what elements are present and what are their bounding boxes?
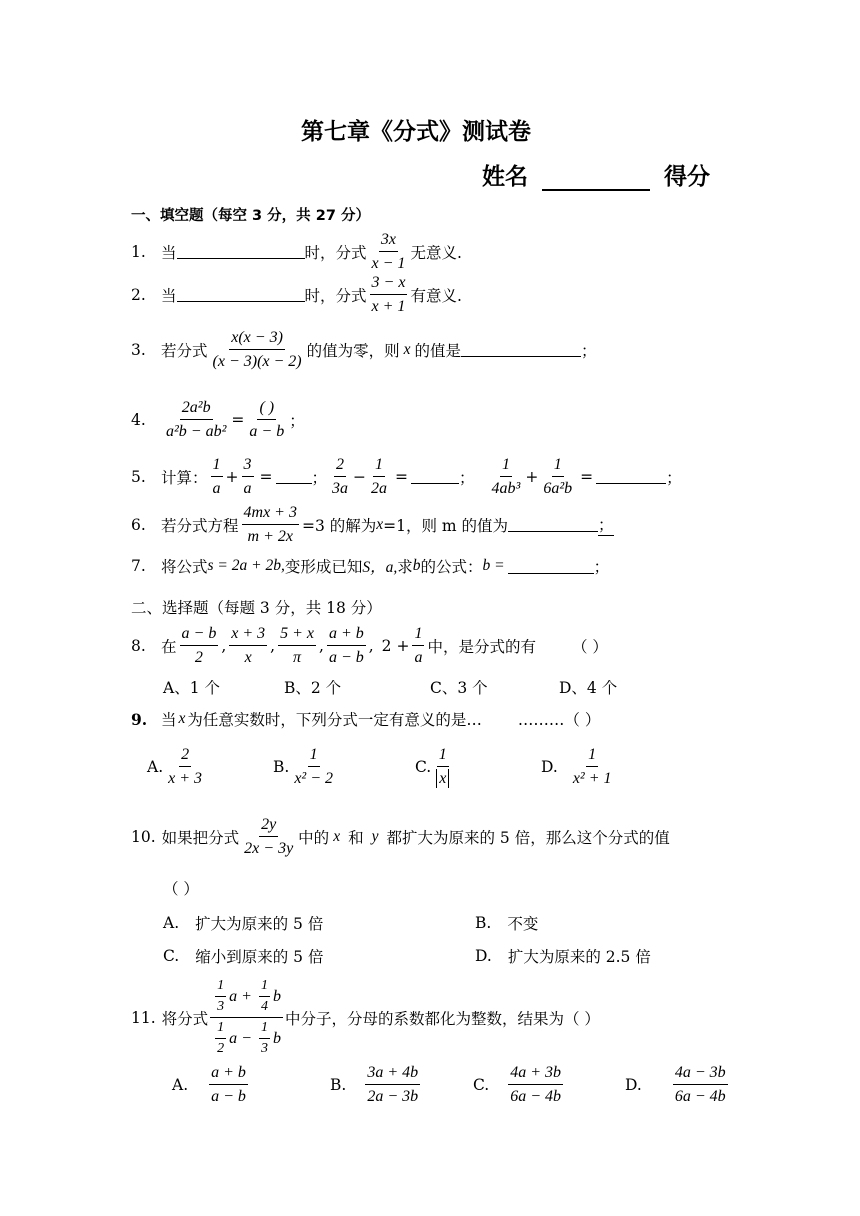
question-8: 8. 在 $\frac{a - b}{2}$ , $\frac{x + 3}{x}$ , $\frac{5 + x}{\pi}$ , $\frac{a + b}{a - b}$ , 2 + $\frac{1}{a}$ 中，是分式的有 （ ） [131, 625, 608, 666]
question-number: 2. [131, 285, 146, 304]
answer-blank[interactable] [411, 469, 459, 484]
option-c[interactable]: C. $\frac{1}{x}$ [415, 745, 541, 788]
answer-blank[interactable] [177, 244, 305, 259]
name-blank[interactable] [542, 167, 650, 191]
fraction: $\frac{1}{2a}$ [371, 456, 388, 497]
option-b[interactable]: B. $\frac{3a + 4b}{2a - 3b}$ [330, 1064, 419, 1105]
answer-blank[interactable] [276, 469, 312, 484]
fraction: $\frac{x + 3}{x}$ [231, 625, 266, 666]
question-3: 3. 若分式 $\frac{x(x - 3)}{(x - 3)(x - 2)}$ 的值为零，则 x 的值是 ； [131, 329, 597, 370]
fraction: $\frac{5 + x}{\pi}$ [280, 625, 314, 666]
fraction: $\frac{a - b}{2}$ [181, 625, 217, 666]
answer-blank[interactable] [461, 342, 581, 357]
fraction: $\frac{a + b}{a - b}$ [328, 625, 364, 666]
fraction: $\frac{1}{\text{6a²b}}$ [543, 456, 573, 497]
question-6: 6. 若分式方程 $\frac{4mx + 3}{m + 2x}$ =3 的解为 x =1，则 m 的值为 ； [131, 504, 614, 545]
question-number: 8. [131, 636, 146, 655]
option-a[interactable]: A. $\frac{a + b}{a - b}$ [172, 1064, 246, 1105]
fraction: $\frac{4mx + 3}{m + 2x}$ [243, 504, 297, 545]
question-number: 4. [131, 410, 146, 429]
section-choice-heading: 二、选择题（每题 3 分，共 18 分） [131, 599, 382, 617]
question-11-options [172, 1063, 731, 1106]
question-8-options [163, 676, 617, 698]
answer-blank[interactable] [177, 287, 305, 302]
question-number: 1. [131, 242, 146, 261]
question-4: 4. $\frac{\text{2a²b}}{\text{a²b − ab²}}$ = $\frac{( )}{a - b}$ ； [131, 399, 305, 440]
question-10-option-d[interactable]: D. 扩大为原来的 2.5 倍 [475, 947, 651, 966]
fraction: $\frac{3 - x}{x + 1}$ [371, 274, 406, 315]
fraction: $\frac{2y}{2x - 3y}$ [244, 816, 294, 857]
fraction: $\frac{1}{a}$ [414, 625, 423, 666]
question-number: 9. [131, 709, 148, 729]
answer-blank[interactable] [508, 559, 594, 574]
question-7: 7. 将公式 s = 2a + 2b, 变形成已知 S，a, 求 b 的公式： b = ； [131, 557, 610, 576]
option-a[interactable]: A、1 个 [163, 679, 220, 697]
question-5: 5. 计算： $\frac{1}{a}$ + $\frac{3}{a}$ = ； $\frac{2}{3a}$ − $\frac{1}{2a}$ = ； $\frac{1}{\text{4ab³}}$ + $\frac{1}{\text{6a²b}}$ = ； [131, 456, 682, 497]
question-10-option-c[interactable]: C. 缩小到原来的 5 倍 [163, 947, 324, 966]
option-b[interactable]: B. $\frac{1}{\text{x² − 2}}$ [273, 746, 334, 787]
question-10-paren[interactable]: （ ） [163, 880, 199, 898]
name-score-line [482, 158, 710, 191]
answer-fraction[interactable]: $\frac{( )}{a - b}$ [249, 399, 285, 440]
question-number: 10. [131, 827, 156, 846]
answer-blank[interactable] [508, 517, 598, 532]
fraction: $\frac{x(x - 3)}{(x - 3)(x - 2)}$ [212, 329, 302, 370]
question-1: 1. 当 时，分式 $\frac{3x}{x - 1}$ 无意义. [131, 231, 462, 272]
complex-fraction: $\frac{1}{3}$ a + $\frac{1}{4}$ b $\frac{1}{2}$ a − $\frac{1}{3}$ b [210, 978, 283, 1057]
option-d[interactable]: D、4 个 [559, 679, 618, 697]
option-d[interactable]: D. $\frac{1}{\text{x² + 1}}$ [541, 746, 612, 787]
question-10-option-b[interactable]: B. 不变 [475, 914, 539, 933]
option-b[interactable]: B、2 个 [284, 679, 342, 697]
question-number: 6. [131, 515, 146, 534]
fraction: $\frac{1}{a}$ [212, 456, 221, 497]
question-11: 11. 将分式 $\frac{1}{3}$ a + $\frac{1}{4}$ b $\frac{1}{2}$ a − $\frac{1}{3}$ b 中分子，分母的系数都化为整数，结果为（ ） [131, 978, 600, 1056]
score-label: 得分 [664, 164, 711, 190]
question-10: 10. 如果把分式 $\frac{2y}{2x - 3y}$ 中的 x 和 y 都扩大为原来的 5 倍，那么这个分式的值 [131, 816, 670, 857]
answer-paren[interactable]: （ ） [571, 637, 608, 656]
question-number: 7. [131, 557, 146, 575]
page-title: 第七章《分式》测试卷 [301, 119, 531, 145]
question-9-options [147, 745, 617, 788]
option-c[interactable]: C. $\frac{4a + 3b}{6a - 4b}$ [473, 1064, 562, 1105]
fraction: $\frac{3x}{x - 1}$ [371, 231, 406, 272]
question-number: 11. [131, 1008, 156, 1027]
option-a[interactable]: A. $\frac{2}{x + 3}$ [147, 746, 203, 787]
fraction: $\frac{\text{2a²b}}{\text{a²b − ab²}}$ [166, 399, 227, 440]
fraction: $\frac{2}{3a}$ [332, 456, 349, 497]
answer-paren[interactable]: ………（ ） [517, 711, 601, 729]
section-fill-blank-heading: 一、填空题（每空 3 分，共 27 分） [131, 208, 370, 224]
fraction: $\frac{3}{a}$ [243, 456, 252, 497]
option-c[interactable]: C、3 个 [430, 679, 488, 697]
question-9: 9. 当 x 为任意实数时，下列分式一定有意义的是… ………（ ） [131, 709, 601, 729]
answer-blank[interactable] [596, 469, 666, 484]
option-d[interactable]: D. $\frac{4a - 3b}{6a - 4b}$ [625, 1064, 726, 1105]
question-number: 3. [131, 340, 146, 359]
question-2: 2. 当 时，分式 $\frac{3 - x}{x + 1}$ 有意义. [131, 274, 462, 315]
question-number: 5. [131, 467, 146, 486]
name-label: 姓名 [482, 164, 528, 190]
fraction: $\frac{1}{\text{4ab³}}$ [491, 456, 521, 497]
question-10-option-a[interactable]: A. 扩大为原来的 5 倍 [163, 914, 324, 933]
